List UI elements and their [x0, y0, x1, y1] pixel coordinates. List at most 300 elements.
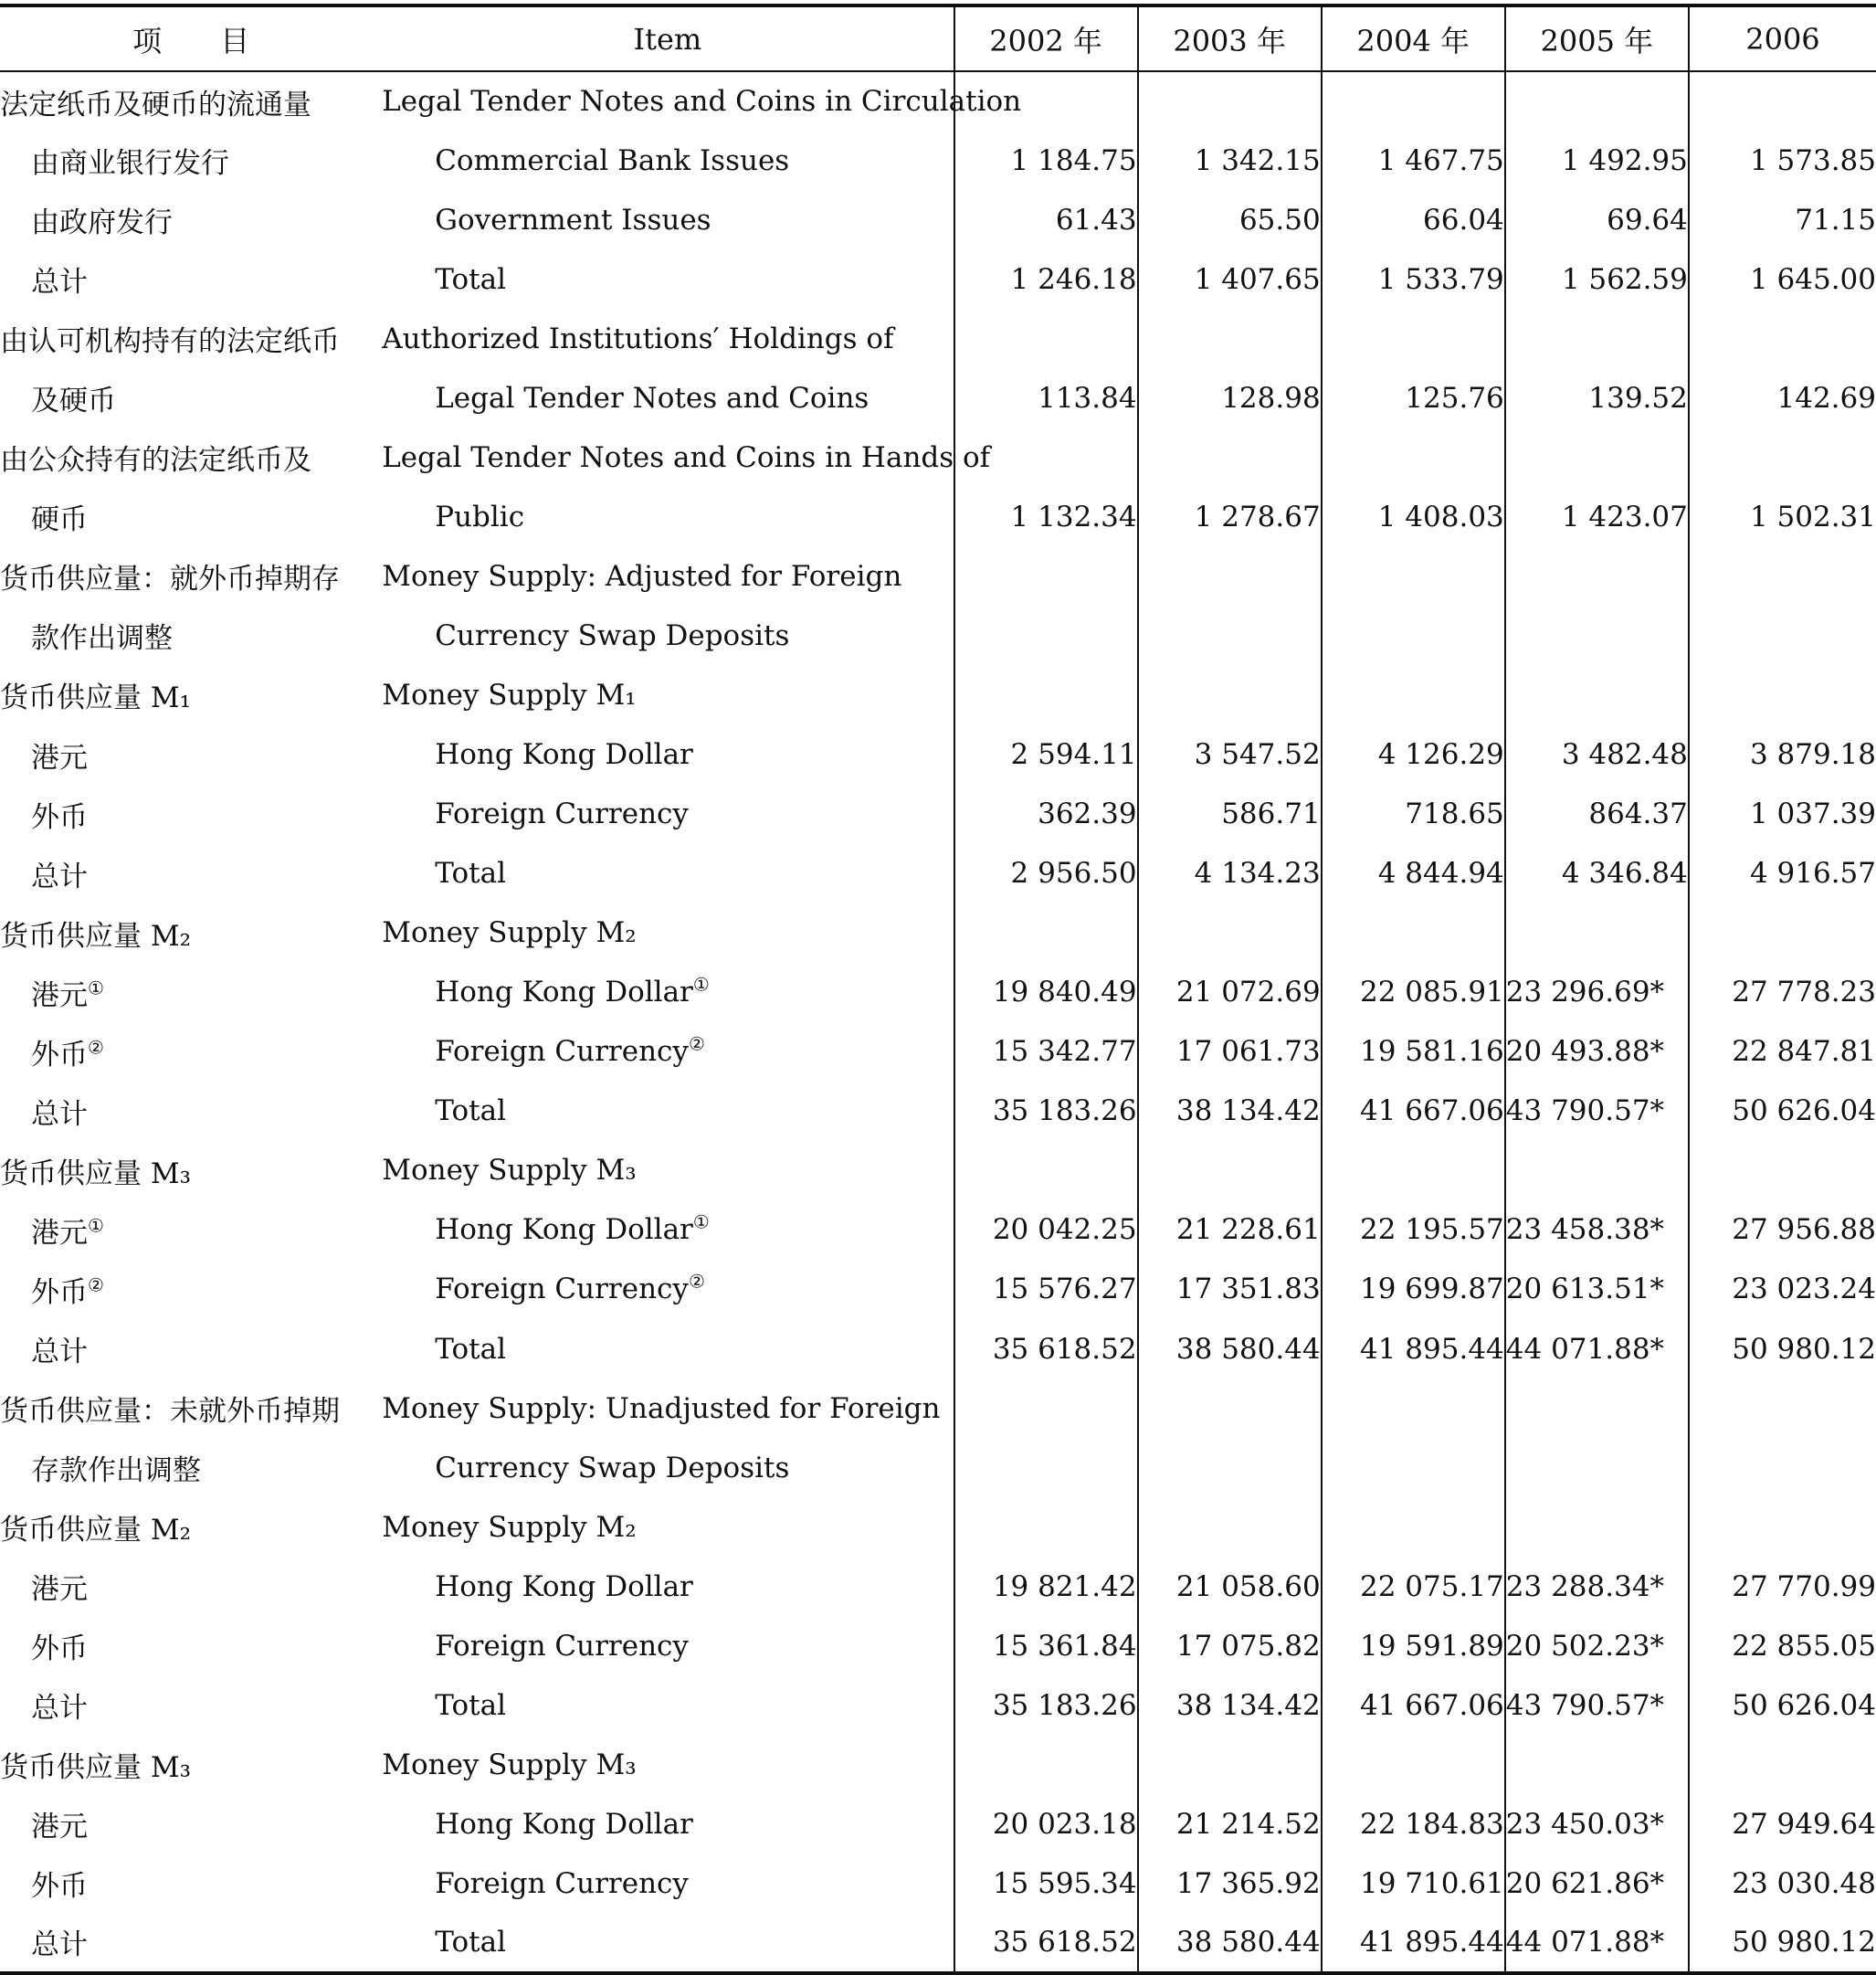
row-label-cn	[0, 1438, 382, 1497]
table-row	[0, 1082, 1876, 1141]
row-label-cn-text: 及硬币	[31, 385, 116, 418]
row-label-en-text: Total	[435, 1925, 506, 1959]
row-label-en-text: Hong Kong Dollar	[435, 1213, 693, 1247]
footnote-marker: ①	[88, 1214, 104, 1237]
value-cell	[1689, 1497, 1876, 1557]
table-row	[0, 1497, 1876, 1557]
row-label-cn	[0, 190, 382, 249]
value-cell: 66.04	[1322, 190, 1505, 249]
value-cell: 43 790.57*	[1505, 1675, 1689, 1735]
value-cell: 41 667.06	[1322, 1675, 1505, 1735]
value-cell	[1505, 1378, 1689, 1438]
value-cell: 142.69	[1689, 368, 1876, 428]
value-cell: 1 502.31	[1689, 487, 1876, 546]
value-cell	[1138, 1735, 1322, 1794]
row-label-cn	[0, 131, 382, 190]
row-label-cn	[0, 1735, 382, 1794]
row-label-en-text: Money Supply M₃	[382, 1154, 637, 1188]
value-cell	[954, 1378, 1138, 1438]
table-row	[0, 1141, 1876, 1200]
row-label-en	[382, 1260, 954, 1319]
header-year-2004: 2004 年	[1322, 5, 1505, 71]
row-label-cn	[0, 1319, 382, 1378]
value-cell: 1 573.85	[1689, 131, 1876, 190]
row-label-cn-text: 由公众持有的法定纸币及	[0, 444, 311, 478]
value-cell: 20 042.25	[954, 1200, 1138, 1260]
value-cell: 71.15	[1689, 190, 1876, 249]
row-label-en-text: Public	[435, 500, 525, 533]
value-cell	[1138, 1141, 1322, 1200]
value-cell: 41 667.06	[1322, 1082, 1505, 1141]
value-cell: 23 458.38*	[1505, 1200, 1689, 1260]
value-cell: 19 699.87	[1322, 1260, 1505, 1319]
value-cell: 43 790.57*	[1505, 1082, 1689, 1141]
row-label-en	[382, 1082, 954, 1141]
table-row	[0, 963, 1876, 1022]
row-label-cn	[0, 1794, 382, 1854]
row-label-cn-text: 款作出调整	[31, 622, 173, 656]
row-label-cn-text: 外币	[31, 1275, 88, 1309]
value-cell: 139.52	[1505, 368, 1689, 428]
value-cell	[1138, 1378, 1322, 1438]
value-cell: 23 023.24	[1689, 1260, 1876, 1319]
table-row	[0, 131, 1876, 190]
row-label-en	[382, 546, 954, 606]
row-label-cn	[0, 1675, 382, 1735]
row-label-cn	[0, 606, 382, 665]
row-label-en-text: Total	[435, 262, 506, 296]
header-year-2002: 2002 年	[954, 5, 1138, 71]
row-label-en	[382, 249, 954, 309]
value-cell	[1138, 546, 1322, 606]
value-cell: 27 956.88	[1689, 1200, 1876, 1260]
footnote-marker: ②	[688, 1271, 705, 1294]
value-cell	[1505, 546, 1689, 606]
value-cell: 20 613.51*	[1505, 1260, 1689, 1319]
row-label-cn	[0, 785, 382, 844]
row-label-en-text: Money Supply: Unadjusted for Foreign	[382, 1391, 941, 1425]
row-label-cn	[0, 1260, 382, 1319]
row-label-cn-text: 外币	[31, 1038, 88, 1072]
row-label-cn-text: 货币供应量：未就外币掉期	[0, 1395, 340, 1429]
value-cell: 20 621.86*	[1505, 1854, 1689, 1913]
value-cell: 23 030.48	[1689, 1854, 1876, 1913]
value-cell: 4 916.57	[1689, 844, 1876, 903]
table-row	[0, 1438, 1876, 1497]
table-row	[0, 1260, 1876, 1319]
table-row	[0, 428, 1876, 487]
value-cell: 69.64	[1505, 190, 1689, 249]
row-label-en	[382, 1438, 954, 1497]
value-cell: 50 626.04	[1689, 1082, 1876, 1141]
value-cell: 113.84	[954, 368, 1138, 428]
value-cell	[1322, 1438, 1505, 1497]
value-cell: 3 482.48	[1505, 725, 1689, 785]
value-cell	[954, 1141, 1138, 1200]
row-label-cn-text: 硬币	[31, 503, 88, 537]
table-row	[0, 190, 1876, 249]
footnote-marker: ①	[88, 977, 104, 999]
value-cell: 22 085.91	[1322, 963, 1505, 1022]
value-cell: 22 847.81	[1689, 1022, 1876, 1082]
row-label-en-text: Total	[435, 1094, 506, 1128]
value-cell: 1 278.67	[1138, 487, 1322, 546]
value-cell	[1322, 1735, 1505, 1794]
value-cell	[1689, 606, 1876, 665]
value-cell: 61.43	[954, 190, 1138, 249]
row-label-cn-text: 由政府发行	[31, 206, 173, 240]
row-label-cn-text: 总计	[31, 1336, 88, 1368]
value-cell: 1 562.59	[1505, 249, 1689, 309]
value-cell	[1322, 546, 1505, 606]
value-cell	[954, 309, 1138, 368]
value-cell	[1689, 1141, 1876, 1200]
value-cell: 38 580.44	[1138, 1319, 1322, 1378]
value-cell	[1505, 1497, 1689, 1557]
value-cell: 22 195.57	[1322, 1200, 1505, 1260]
value-cell	[1322, 903, 1505, 963]
value-cell	[1505, 1735, 1689, 1794]
value-cell: 1 467.75	[1322, 131, 1505, 190]
value-cell: 15 595.34	[954, 1854, 1138, 1913]
value-cell: 35 183.26	[954, 1082, 1138, 1141]
row-label-cn	[0, 1497, 382, 1557]
table-row	[0, 1200, 1876, 1260]
row-label-cn-text: 总计	[31, 266, 88, 300]
value-cell: 362.39	[954, 785, 1138, 844]
row-label-en-text: Money Supply M₂	[382, 916, 637, 950]
value-cell: 23 450.03*	[1505, 1794, 1689, 1854]
money-supply-table	[0, 4, 1876, 1975]
value-cell	[1505, 1141, 1689, 1200]
row-label-cn-text: 总计	[31, 1097, 88, 1131]
value-cell	[1505, 309, 1689, 368]
value-cell: 17 365.92	[1138, 1854, 1322, 1913]
row-label-cn-text: 货币供应量 M₂	[0, 919, 192, 953]
value-cell: 44 071.88*	[1505, 1319, 1689, 1378]
value-cell: 128.98	[1138, 368, 1322, 428]
row-label-en-text: Foreign Currency	[435, 797, 689, 831]
value-cell: 1 407.65	[1138, 249, 1322, 309]
row-label-en-text: Hong Kong Dollar	[435, 1807, 693, 1841]
value-cell: 27 949.64	[1689, 1794, 1876, 1854]
table-row	[0, 368, 1876, 428]
value-cell: 125.76	[1322, 368, 1505, 428]
value-cell	[1138, 428, 1322, 487]
value-cell	[1689, 428, 1876, 487]
table-row	[0, 1319, 1876, 1378]
value-cell	[1689, 903, 1876, 963]
value-cell	[1689, 665, 1876, 724]
table-row	[0, 903, 1876, 963]
value-cell	[1322, 428, 1505, 487]
value-cell: 38 134.42	[1138, 1082, 1322, 1141]
footnote-marker: ①	[692, 1211, 710, 1234]
row-label-en-text: Foreign Currency	[435, 1629, 689, 1663]
value-cell	[954, 1497, 1138, 1557]
row-label-cn	[0, 665, 382, 724]
row-label-en	[382, 606, 954, 665]
value-cell	[1689, 1378, 1876, 1438]
row-label-cn	[0, 546, 382, 606]
value-cell: 15 361.84	[954, 1616, 1138, 1675]
value-cell: 2 594.11	[954, 725, 1138, 785]
row-label-cn-text: 外币	[31, 1632, 88, 1666]
row-label-en-text: Total	[435, 1688, 506, 1722]
row-label-cn-text: 总计	[31, 860, 88, 893]
value-cell: 21 072.69	[1138, 963, 1322, 1022]
value-cell	[1322, 1141, 1505, 1200]
table-row	[0, 1794, 1876, 1854]
row-label-cn-text: 港元	[31, 1811, 88, 1844]
value-cell	[954, 606, 1138, 665]
row-label-en	[382, 1854, 954, 1913]
row-label-en	[382, 1616, 954, 1675]
row-label-cn-text: 港元	[31, 1216, 88, 1250]
value-cell: 4 126.29	[1322, 725, 1505, 785]
row-label-en-text: Hong Kong Dollar	[435, 738, 693, 772]
row-label-cn-text: 港元	[31, 978, 88, 1012]
value-cell: 1 132.34	[954, 487, 1138, 546]
row-label-en	[382, 1675, 954, 1735]
value-cell: 20 502.23*	[1505, 1616, 1689, 1675]
row-label-cn	[0, 1557, 382, 1616]
table-row	[0, 71, 1876, 131]
value-cell: 20 023.18	[954, 1794, 1138, 1854]
row-label-en	[382, 368, 954, 428]
table-body	[0, 71, 1876, 1973]
row-label-cn	[0, 1082, 382, 1141]
value-cell: 35 183.26	[954, 1675, 1138, 1735]
value-cell	[1505, 71, 1689, 131]
table-header-row	[0, 5, 1876, 71]
table-row	[0, 1735, 1876, 1794]
value-cell: 718.65	[1322, 785, 1505, 844]
header-year-2005: 2005 年	[1505, 5, 1689, 71]
value-cell: 1 645.00	[1689, 249, 1876, 309]
value-cell: 4 346.84	[1505, 844, 1689, 903]
row-label-cn	[0, 1616, 382, 1675]
row-label-cn	[0, 428, 382, 487]
value-cell: 3 879.18	[1689, 725, 1876, 785]
value-cell	[1138, 1497, 1322, 1557]
value-cell	[1322, 1497, 1505, 1557]
value-cell: 27 778.23	[1689, 963, 1876, 1022]
value-cell: 1 342.15	[1138, 131, 1322, 190]
row-label-en-text: Money Supply M₂	[382, 1510, 637, 1544]
header-year-2006: 2006	[1689, 5, 1876, 71]
value-cell	[1138, 1438, 1322, 1497]
row-label-en-text: Money Supply M₁	[382, 678, 637, 712]
row-label-en-text: Hong Kong Dollar	[435, 976, 693, 1009]
row-label-en	[382, 963, 954, 1022]
value-cell: 50 626.04	[1689, 1675, 1876, 1735]
row-label-en	[382, 1022, 954, 1082]
value-cell: 2 956.50	[954, 844, 1138, 903]
table-row	[0, 606, 1876, 665]
row-label-en-text: Currency Swap Deposits	[435, 1451, 790, 1484]
row-label-cn	[0, 903, 382, 963]
value-cell	[1505, 606, 1689, 665]
value-cell: 22 855.05	[1689, 1616, 1876, 1675]
row-label-cn-text: 货币供应量 M₁	[0, 681, 192, 715]
value-cell: 65.50	[1138, 190, 1322, 249]
table-row	[0, 665, 1876, 724]
footnote-marker: ①	[692, 973, 710, 996]
value-cell: 1 037.39	[1689, 785, 1876, 844]
row-label-en-text: Foreign Currency	[435, 1035, 689, 1069]
value-cell: 17 061.73	[1138, 1022, 1322, 1082]
row-label-cn-text: 货币供应量 M₃	[0, 1156, 192, 1190]
header-item-cn: 项 目	[0, 5, 382, 71]
value-cell: 35 618.52	[954, 1913, 1138, 1972]
row-label-cn	[0, 1854, 382, 1913]
value-cell: 19 710.61	[1322, 1854, 1505, 1913]
row-label-cn	[0, 963, 382, 1022]
row-label-en	[382, 1497, 954, 1557]
value-cell: 44 071.88*	[1505, 1913, 1689, 1972]
row-label-cn	[0, 844, 382, 903]
value-cell	[1138, 665, 1322, 724]
value-cell: 864.37	[1505, 785, 1689, 844]
value-cell: 23 296.69*	[1505, 963, 1689, 1022]
value-cell	[1505, 1438, 1689, 1497]
row-label-en	[382, 1141, 954, 1200]
row-label-en-text: Legal Tender Notes and Coins in Circulation	[382, 85, 1022, 119]
value-cell	[1505, 665, 1689, 724]
row-label-en-text: Commercial Bank Issues	[435, 143, 790, 177]
value-cell	[1322, 71, 1505, 131]
value-cell	[1689, 1438, 1876, 1497]
value-cell: 1 408.03	[1322, 487, 1505, 546]
row-label-en-text: Money Supply M₃	[382, 1748, 637, 1781]
row-label-en-text: Total	[435, 1332, 506, 1366]
value-cell	[954, 903, 1138, 963]
value-cell: 586.71	[1138, 785, 1322, 844]
value-cell	[1505, 903, 1689, 963]
table-row	[0, 1616, 1876, 1675]
value-cell	[1322, 606, 1505, 665]
value-cell: 1 184.75	[954, 131, 1138, 190]
value-cell: 4 134.23	[1138, 844, 1322, 903]
row-label-cn	[0, 1200, 382, 1260]
row-label-en-text: Government Issues	[435, 203, 711, 237]
value-cell	[954, 1438, 1138, 1497]
row-label-cn-text: 港元	[31, 1573, 88, 1607]
value-cell	[1689, 1735, 1876, 1794]
value-cell: 50 980.12	[1689, 1913, 1876, 1972]
table-row	[0, 1854, 1876, 1913]
row-label-cn-text: 由商业银行发行	[31, 147, 229, 181]
value-cell: 22 075.17	[1322, 1557, 1505, 1616]
row-label-cn-text: 外币	[31, 1870, 88, 1904]
value-cell: 22 184.83	[1322, 1794, 1505, 1854]
value-cell	[954, 1735, 1138, 1794]
row-label-cn-text: 法定纸币及硬币的流通量	[0, 88, 311, 121]
row-label-cn-text: 货币供应量 M₂	[0, 1514, 192, 1547]
value-cell: 21 058.60	[1138, 1557, 1322, 1616]
table-row	[0, 1022, 1876, 1082]
row-label-en	[382, 1319, 954, 1378]
row-label-en	[382, 844, 954, 903]
row-label-cn	[0, 1913, 382, 1972]
header-year-2003: 2003 年	[1138, 5, 1322, 71]
row-label-en	[382, 903, 954, 963]
value-cell: 38 134.42	[1138, 1675, 1322, 1735]
row-label-cn	[0, 725, 382, 785]
row-label-en	[382, 1794, 954, 1854]
value-cell: 19 581.16	[1322, 1022, 1505, 1082]
table-row	[0, 487, 1876, 546]
value-cell	[1322, 665, 1505, 724]
value-cell: 15 342.77	[954, 1022, 1138, 1082]
row-label-cn-text: 存款作出调整	[31, 1454, 201, 1488]
row-label-cn	[0, 368, 382, 428]
value-cell: 15 576.27	[954, 1260, 1138, 1319]
value-cell	[1505, 428, 1689, 487]
table-row	[0, 844, 1876, 903]
row-label-en-text: Currency Swap Deposits	[435, 618, 790, 652]
value-cell	[954, 665, 1138, 724]
row-label-cn	[0, 1378, 382, 1438]
row-label-en	[382, 1913, 954, 1972]
table-row	[0, 309, 1876, 368]
row-label-cn	[0, 71, 382, 131]
table-row	[0, 546, 1876, 606]
row-label-en-text: Legal Tender Notes and Coins	[435, 381, 869, 415]
row-label-en	[382, 428, 991, 487]
table-row	[0, 1913, 1876, 1972]
value-cell: 41 895.44	[1322, 1319, 1505, 1378]
row-label-cn-text: 由认可机构持有的法定纸币	[0, 325, 340, 359]
value-cell: 1 533.79	[1322, 249, 1505, 309]
row-label-cn	[0, 487, 382, 546]
value-cell: 21 214.52	[1138, 1794, 1322, 1854]
row-label-en	[382, 1378, 954, 1438]
value-cell	[1138, 606, 1322, 665]
row-label-en-text: Hong Kong Dollar	[435, 1569, 693, 1603]
row-label-en	[382, 487, 954, 546]
value-cell	[1322, 1378, 1505, 1438]
row-label-en-text: Foreign Currency	[435, 1866, 689, 1900]
value-cell: 38 580.44	[1138, 1913, 1322, 1972]
row-label-en	[382, 1735, 954, 1794]
row-label-en	[382, 131, 954, 190]
value-cell: 1 492.95	[1505, 131, 1689, 190]
row-label-cn	[0, 309, 382, 368]
value-cell: 41 895.44	[1322, 1913, 1505, 1972]
row-label-cn-text: 货币供应量 M₃	[0, 1751, 192, 1785]
value-cell	[1138, 309, 1322, 368]
value-cell	[1689, 546, 1876, 606]
table-row	[0, 249, 1876, 309]
row-label-en-text: Legal Tender Notes and Coins in Hands of	[382, 440, 991, 474]
row-label-en-text: Total	[435, 857, 506, 891]
value-cell: 17 351.83	[1138, 1260, 1322, 1319]
table-row	[0, 725, 1876, 785]
row-label-en	[382, 785, 954, 844]
table-row	[0, 785, 1876, 844]
row-label-cn-text: 港元	[31, 741, 88, 775]
value-cell: 4 844.94	[1322, 844, 1505, 903]
row-label-en	[382, 190, 954, 249]
row-label-en-text: Money Supply: Adjusted for Foreign	[382, 559, 902, 593]
value-cell: 1 246.18	[954, 249, 1138, 309]
value-cell: 19 821.42	[954, 1557, 1138, 1616]
row-label-cn-text: 货币供应量：就外币掉期存	[0, 563, 340, 597]
footnote-marker: ②	[88, 1273, 104, 1296]
table-row	[0, 1378, 1876, 1438]
